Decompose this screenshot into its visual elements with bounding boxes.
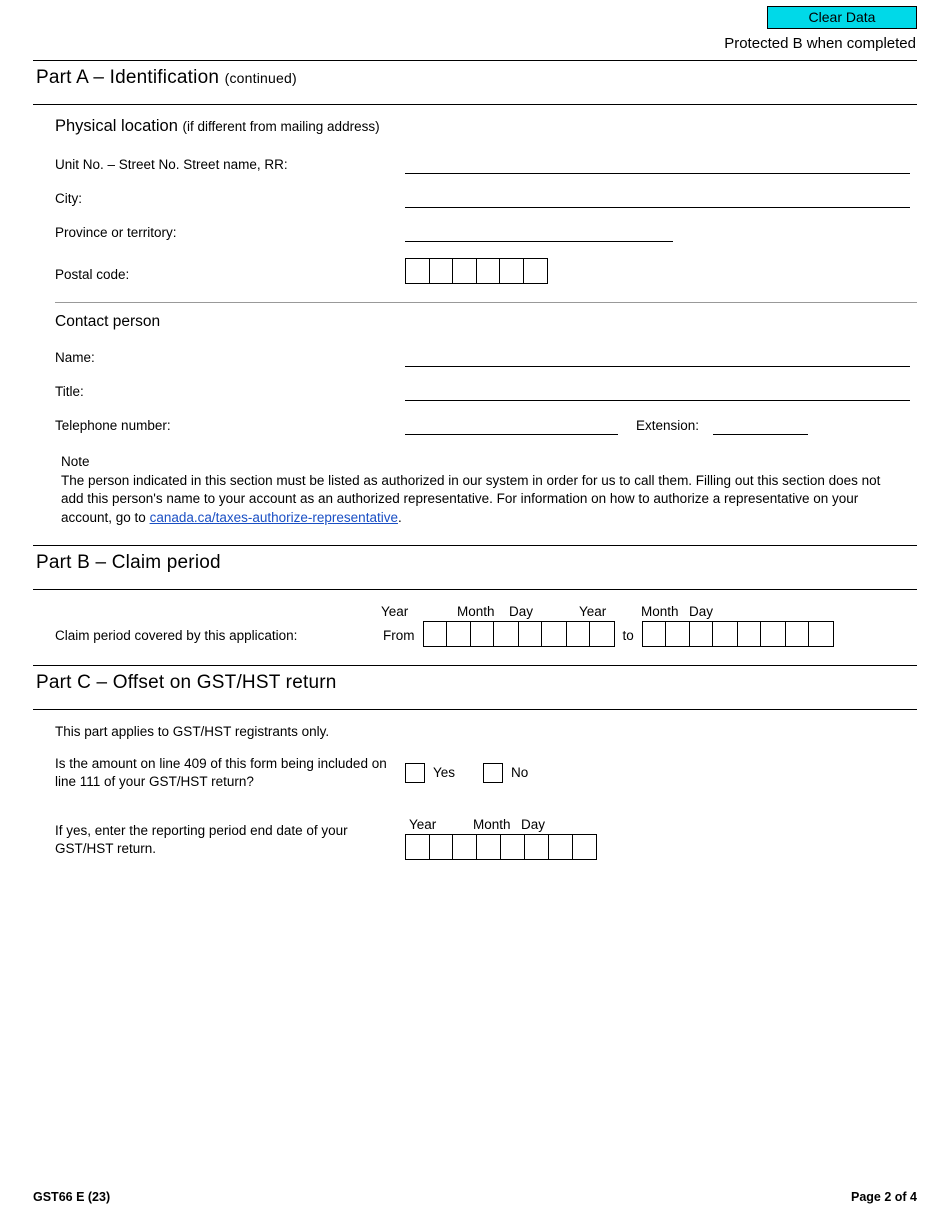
city-input[interactable] <box>405 188 910 208</box>
street-input[interactable] <box>405 154 910 174</box>
street-row <box>33 154 917 174</box>
page-footer <box>33 1190 917 1204</box>
telephone-label: Telephone number: <box>55 418 171 433</box>
note-title: Note <box>61 454 90 469</box>
note-text <box>61 472 887 527</box>
protected-b-label: Protected B when completed <box>724 35 916 52</box>
part-b-bottom-rule <box>33 589 917 590</box>
contact-title-row <box>33 381 917 401</box>
reporting-month-label: Month <box>473 817 511 833</box>
postal-cell <box>453 259 477 283</box>
authorize-representative-link[interactable]: canada.ca/taxes-authorize-representative <box>149 509 398 525</box>
province-input[interactable] <box>405 222 673 242</box>
clear-data-row <box>33 0 917 29</box>
contact-name-label: Name: <box>55 350 95 365</box>
province-label: Province or territory: <box>55 225 177 240</box>
no-label: No <box>511 764 529 780</box>
reporting-date-headers <box>405 817 597 832</box>
postal-code-label: Postal code: <box>55 267 130 282</box>
part-a-continued: (continued) <box>224 70 297 86</box>
part-a-heading <box>33 61 917 96</box>
postal-cell <box>500 259 524 283</box>
reporting-date-block <box>405 817 597 860</box>
from-month-segment <box>518 622 566 646</box>
to-year-label: Year <box>579 603 607 619</box>
telephone-row <box>33 415 917 435</box>
claim-to-date-input[interactable] <box>642 621 834 647</box>
postal-code-input[interactable] <box>405 258 548 284</box>
yes-no-group <box>405 755 556 783</box>
extension-label: Extension: <box>636 418 700 433</box>
from-label: From <box>383 627 415 643</box>
reporting-month-segment <box>500 835 548 859</box>
part-c-applies-text: This part applies to GST/HST registrants only. <box>55 723 330 739</box>
claim-period-label: Claim period covered by this application: <box>55 627 298 643</box>
from-year-segment <box>424 622 518 646</box>
part-a-title: Part A – Identification <box>36 67 220 88</box>
reporting-period-label: If yes, enter the reporting period end date of your GST/HST return. <box>55 822 348 857</box>
contact-name-row <box>33 347 917 367</box>
part-c-bottom-rule <box>33 709 917 710</box>
postal-cell <box>524 259 548 283</box>
from-year-label: Year <box>381 603 409 619</box>
to-label: to <box>622 627 634 643</box>
note-text-part1: The person indicated in this section must be listed as authorized in our system in order for us to call them. Filling out this section does not add this person's name to your account as an authorized representative. For information on how to authorize a representative on your account, go to <box>61 473 881 525</box>
physical-location-title: Physical location <box>55 117 178 135</box>
no-checkbox[interactable] <box>483 763 503 783</box>
from-month-label: Month <box>457 603 495 619</box>
to-day-segment <box>785 622 833 646</box>
yes-label: Yes <box>433 764 456 780</box>
contact-title-label: Title: <box>55 384 84 399</box>
postal-cell <box>430 259 454 283</box>
to-day-label: Day <box>689 603 714 619</box>
telephone-input[interactable] <box>405 415 618 435</box>
from-day-label: Day <box>509 603 534 619</box>
offset-question-label: Is the amount on line 409 of this form being included on line 111 of your GST/HST return? <box>55 755 387 790</box>
physical-location-heading <box>33 105 917 140</box>
claim-period-row <box>33 621 917 647</box>
reporting-year-label: Year <box>409 817 437 833</box>
part-c-heading: Part C – Offset on GST/HST return <box>36 671 337 693</box>
postal-cell <box>406 259 430 283</box>
city-row <box>33 188 917 208</box>
note-text-part2: . <box>397 509 402 525</box>
postal-cell <box>477 259 501 283</box>
yes-checkbox[interactable] <box>405 763 425 783</box>
city-label: City: <box>55 191 82 206</box>
physical-location-note: (if different from mailing address) <box>182 119 380 134</box>
reporting-day-segment <box>548 835 596 859</box>
page-number: Page 2 of 4 <box>851 1190 917 1204</box>
to-month-label: Month <box>641 603 679 619</box>
to-month-segment <box>737 622 785 646</box>
to-year-segment <box>643 622 737 646</box>
contact-name-input[interactable] <box>405 347 910 367</box>
contact-person-heading: Contact person <box>55 313 161 330</box>
reporting-period-row <box>33 817 917 860</box>
offset-question-row <box>33 755 917 791</box>
extension-input[interactable] <box>713 415 808 435</box>
reporting-day-label: Day <box>521 817 546 833</box>
contact-note <box>33 453 917 527</box>
reporting-year-segment <box>406 835 500 859</box>
street-label: Unit No. – Street No. Street name, RR: <box>55 157 288 172</box>
postal-code-row <box>33 258 917 284</box>
part-b-heading: Part B – Claim period <box>36 551 221 573</box>
clear-data-button[interactable]: Clear Data <box>767 6 917 29</box>
form-code: GST66 E (23) <box>33 1190 111 1204</box>
province-row <box>33 222 917 242</box>
contact-title-input[interactable] <box>405 381 910 401</box>
from-day-segment <box>566 622 614 646</box>
part-b-date-headers <box>33 604 917 619</box>
reporting-date-input[interactable] <box>405 834 597 860</box>
claim-from-date-input[interactable] <box>423 621 615 647</box>
